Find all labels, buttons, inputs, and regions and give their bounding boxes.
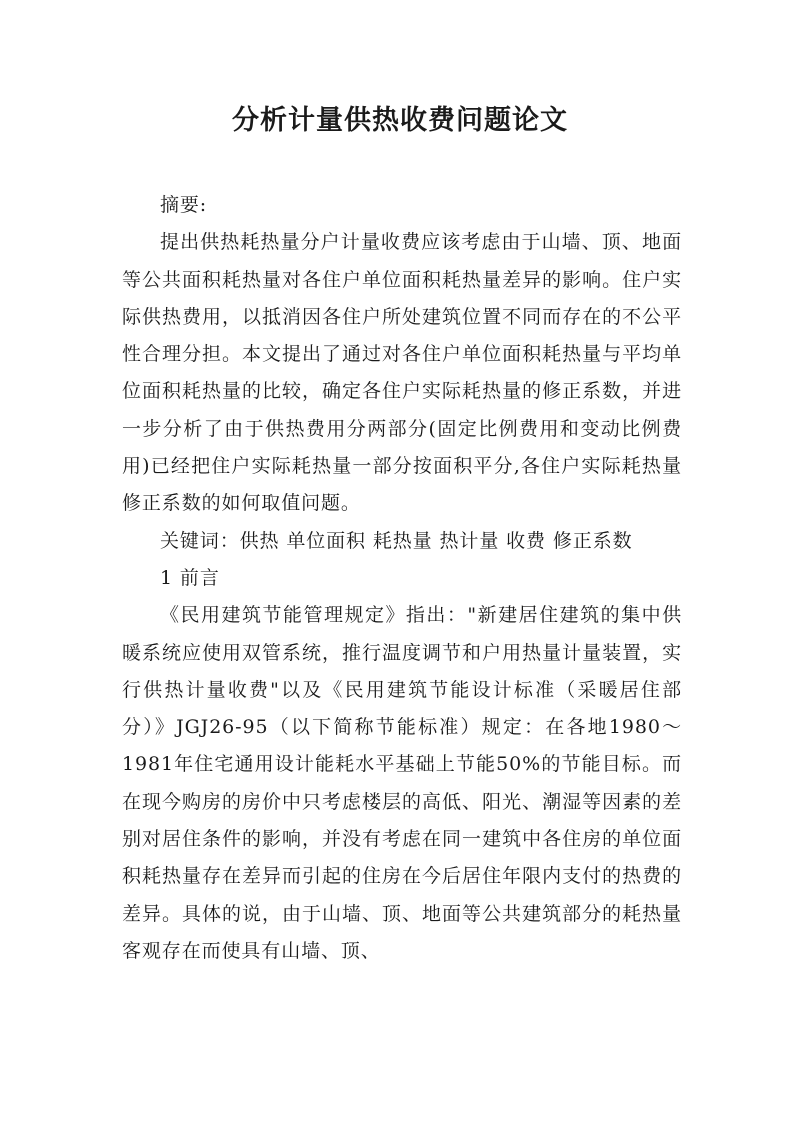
keywords-paragraph: 关键词：供热 单位面积 耗热量 热计量 收费 修正系数 [160,529,633,552]
document-body [122,187,682,970]
document-title: 分析计量供热收费问题论文 [232,105,568,136]
section-paragraph: 《民用建筑节能管理规定》指出："新建居住建筑的集中供暖系统应使用双管系统，推行温度调节和户用热量计量装置，实行供热计量收费"以及《民用建筑节能设计标准（采暖居住部分）》JGJ26-95（以下简称节能标准）规定：在各地1980～1981年住宅通用设计能耗水平基础上节能50%的节能目标。而在现今购房的房价中只考虑楼层的高低、阳光、潮湿等因素的差别对居住条件的影响，并没有考虑在同一建筑中各住房的单位面积耗热量存在差异而引起的住房在今后居住年限内支付的热费的差异。具体的说，由于山墙、顶、地面等公共建筑部分的耗热量客观存在而使具有山墙、顶、 [122,604,682,962]
abstract-paragraph: 提出供热耗热量分户计量收费应该考虑由于山墙、顶、地面等公共面积耗热量对各住户单位面积耗热量差异的影响。住户实际供热费用，以抵消因各住户所处建筑位置不同而存在的不公平性合理分担。本文提出了通过对各住户单位面积耗热量与平均单位面积耗热量的比较，确定各住户实际耗热量的修正系数，并进一步分析了由于供热费用分两部分(固定比例费用和变动比例费用)已经把住户实际耗热量一部分按面积平分,各住户实际耗热量修正系数的如何取值问题。 [122,231,682,515]
section-heading: 1 前言 [160,566,220,589]
abstract-label: 摘要: [160,194,208,216]
